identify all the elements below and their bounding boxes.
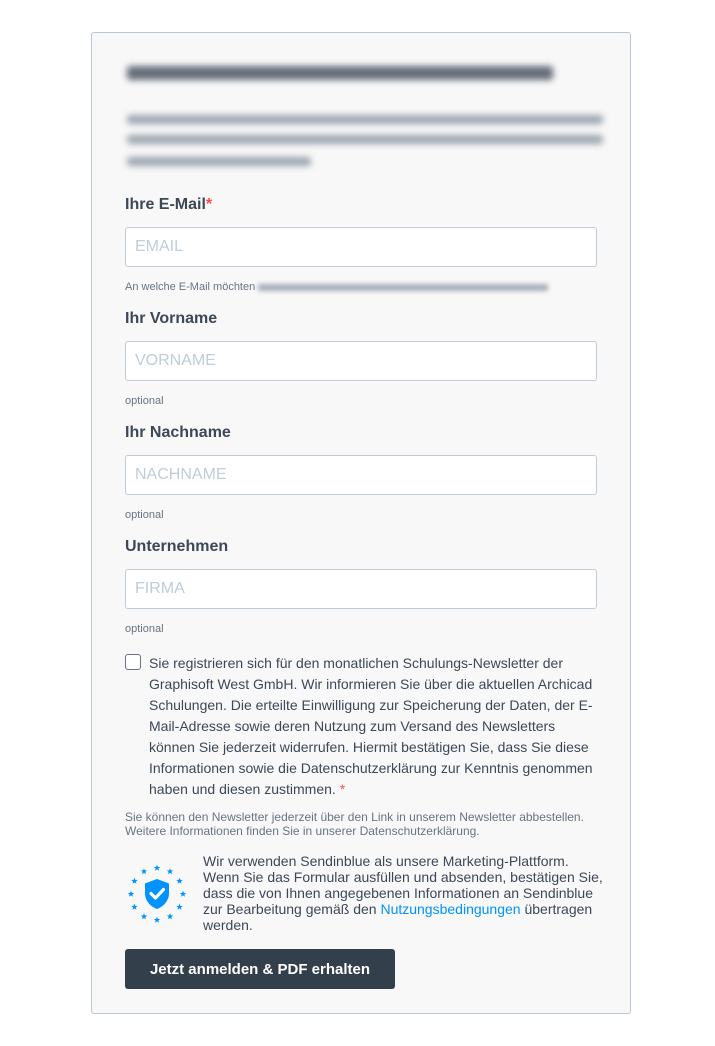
sendinblue-text-after: übertragen werden. — [203, 901, 593, 933]
star-icon — [180, 891, 186, 897]
company-input[interactable] — [125, 569, 597, 609]
star-icon — [176, 878, 182, 884]
email-label — [125, 195, 212, 215]
company-label: Unternehmen — [125, 538, 229, 555]
submit-button[interactable]: Jetzt anmelden & PDF erhalten — [125, 949, 395, 989]
unsubscribe-note — [125, 810, 605, 838]
star-icon — [131, 878, 137, 884]
email-help-redacted — [258, 284, 548, 291]
privacy-note-line: Weitere Informationen finden Sie in unserer Datenschutzerklärung. — [125, 824, 480, 838]
lastname-help: optional — [125, 509, 164, 521]
lastname-label: Ihr Nachname — [125, 424, 231, 441]
star-icon — [154, 917, 160, 923]
consent-text-body: Sie registrieren sich für den monatlichen Schulungs-Newsletter der Graphisoft West GmbH. Wir informieren Sie über die aktuellen Archicad Schulungen. Die erteilte Einwilligung zur Speicherung der Daten, der E-Mail-Adresse sowie deren Nutzung zum Versand des Newsletters können Sie jederzeit widerrufen. Hiermit bestätigen Sie, dass Sie diese Informationen sowie die Datenschutzerklärung zur Kenntnis genommen haben und diesen zustimmen. — [149, 655, 593, 797]
sendinblue-text — [203, 853, 603, 933]
email-help-text: An welche E-Mail möchten — [125, 281, 256, 293]
star-icon — [141, 913, 147, 919]
terms-link[interactable]: Nutzungsbedingungen — [380, 901, 521, 917]
required-mark: * — [205, 196, 213, 213]
consent-text — [149, 653, 599, 800]
star-icon — [154, 865, 160, 871]
required-mark: * — [339, 781, 346, 797]
form-title-redacted — [127, 66, 553, 80]
email-help — [125, 280, 548, 294]
star-icon — [131, 904, 137, 910]
company-help: optional — [125, 623, 164, 635]
firstname-label: Ihr Vorname — [125, 310, 218, 327]
form-description-redacted — [127, 115, 603, 124]
consent-checkbox[interactable] — [125, 654, 141, 670]
sendinblue-text-before: Wir verwenden Sendinblue als unsere Marketing-Plattform. Wenn Sie das Formular ausfüllen und absenden, bestätigen Sie, dass die von Ihnen angegebenen Informationen an Sendinblue zur Bearbeitung gemäß den — [203, 853, 603, 917]
form-description-redacted — [127, 135, 603, 144]
signup-form — [91, 32, 631, 1014]
email-label-text: Ihre E-Mail — [125, 196, 206, 213]
lastname-input[interactable] — [125, 455, 597, 495]
star-icon — [128, 891, 134, 897]
unsubscribe-note-line: Sie können den Newsletter jederzeit über den Link in unserem Newsletter abbestellen. — [125, 810, 584, 824]
firstname-input[interactable] — [125, 341, 597, 381]
email-input[interactable] — [125, 227, 597, 267]
gdpr-shield-icon — [125, 862, 189, 926]
firstname-help: optional — [125, 395, 164, 407]
star-icon — [176, 904, 182, 910]
star-icon — [167, 868, 173, 874]
star-icon — [167, 913, 173, 919]
sendinblue-disclaimer — [125, 853, 605, 935]
form-description-redacted — [127, 157, 311, 166]
star-icon — [141, 868, 147, 874]
